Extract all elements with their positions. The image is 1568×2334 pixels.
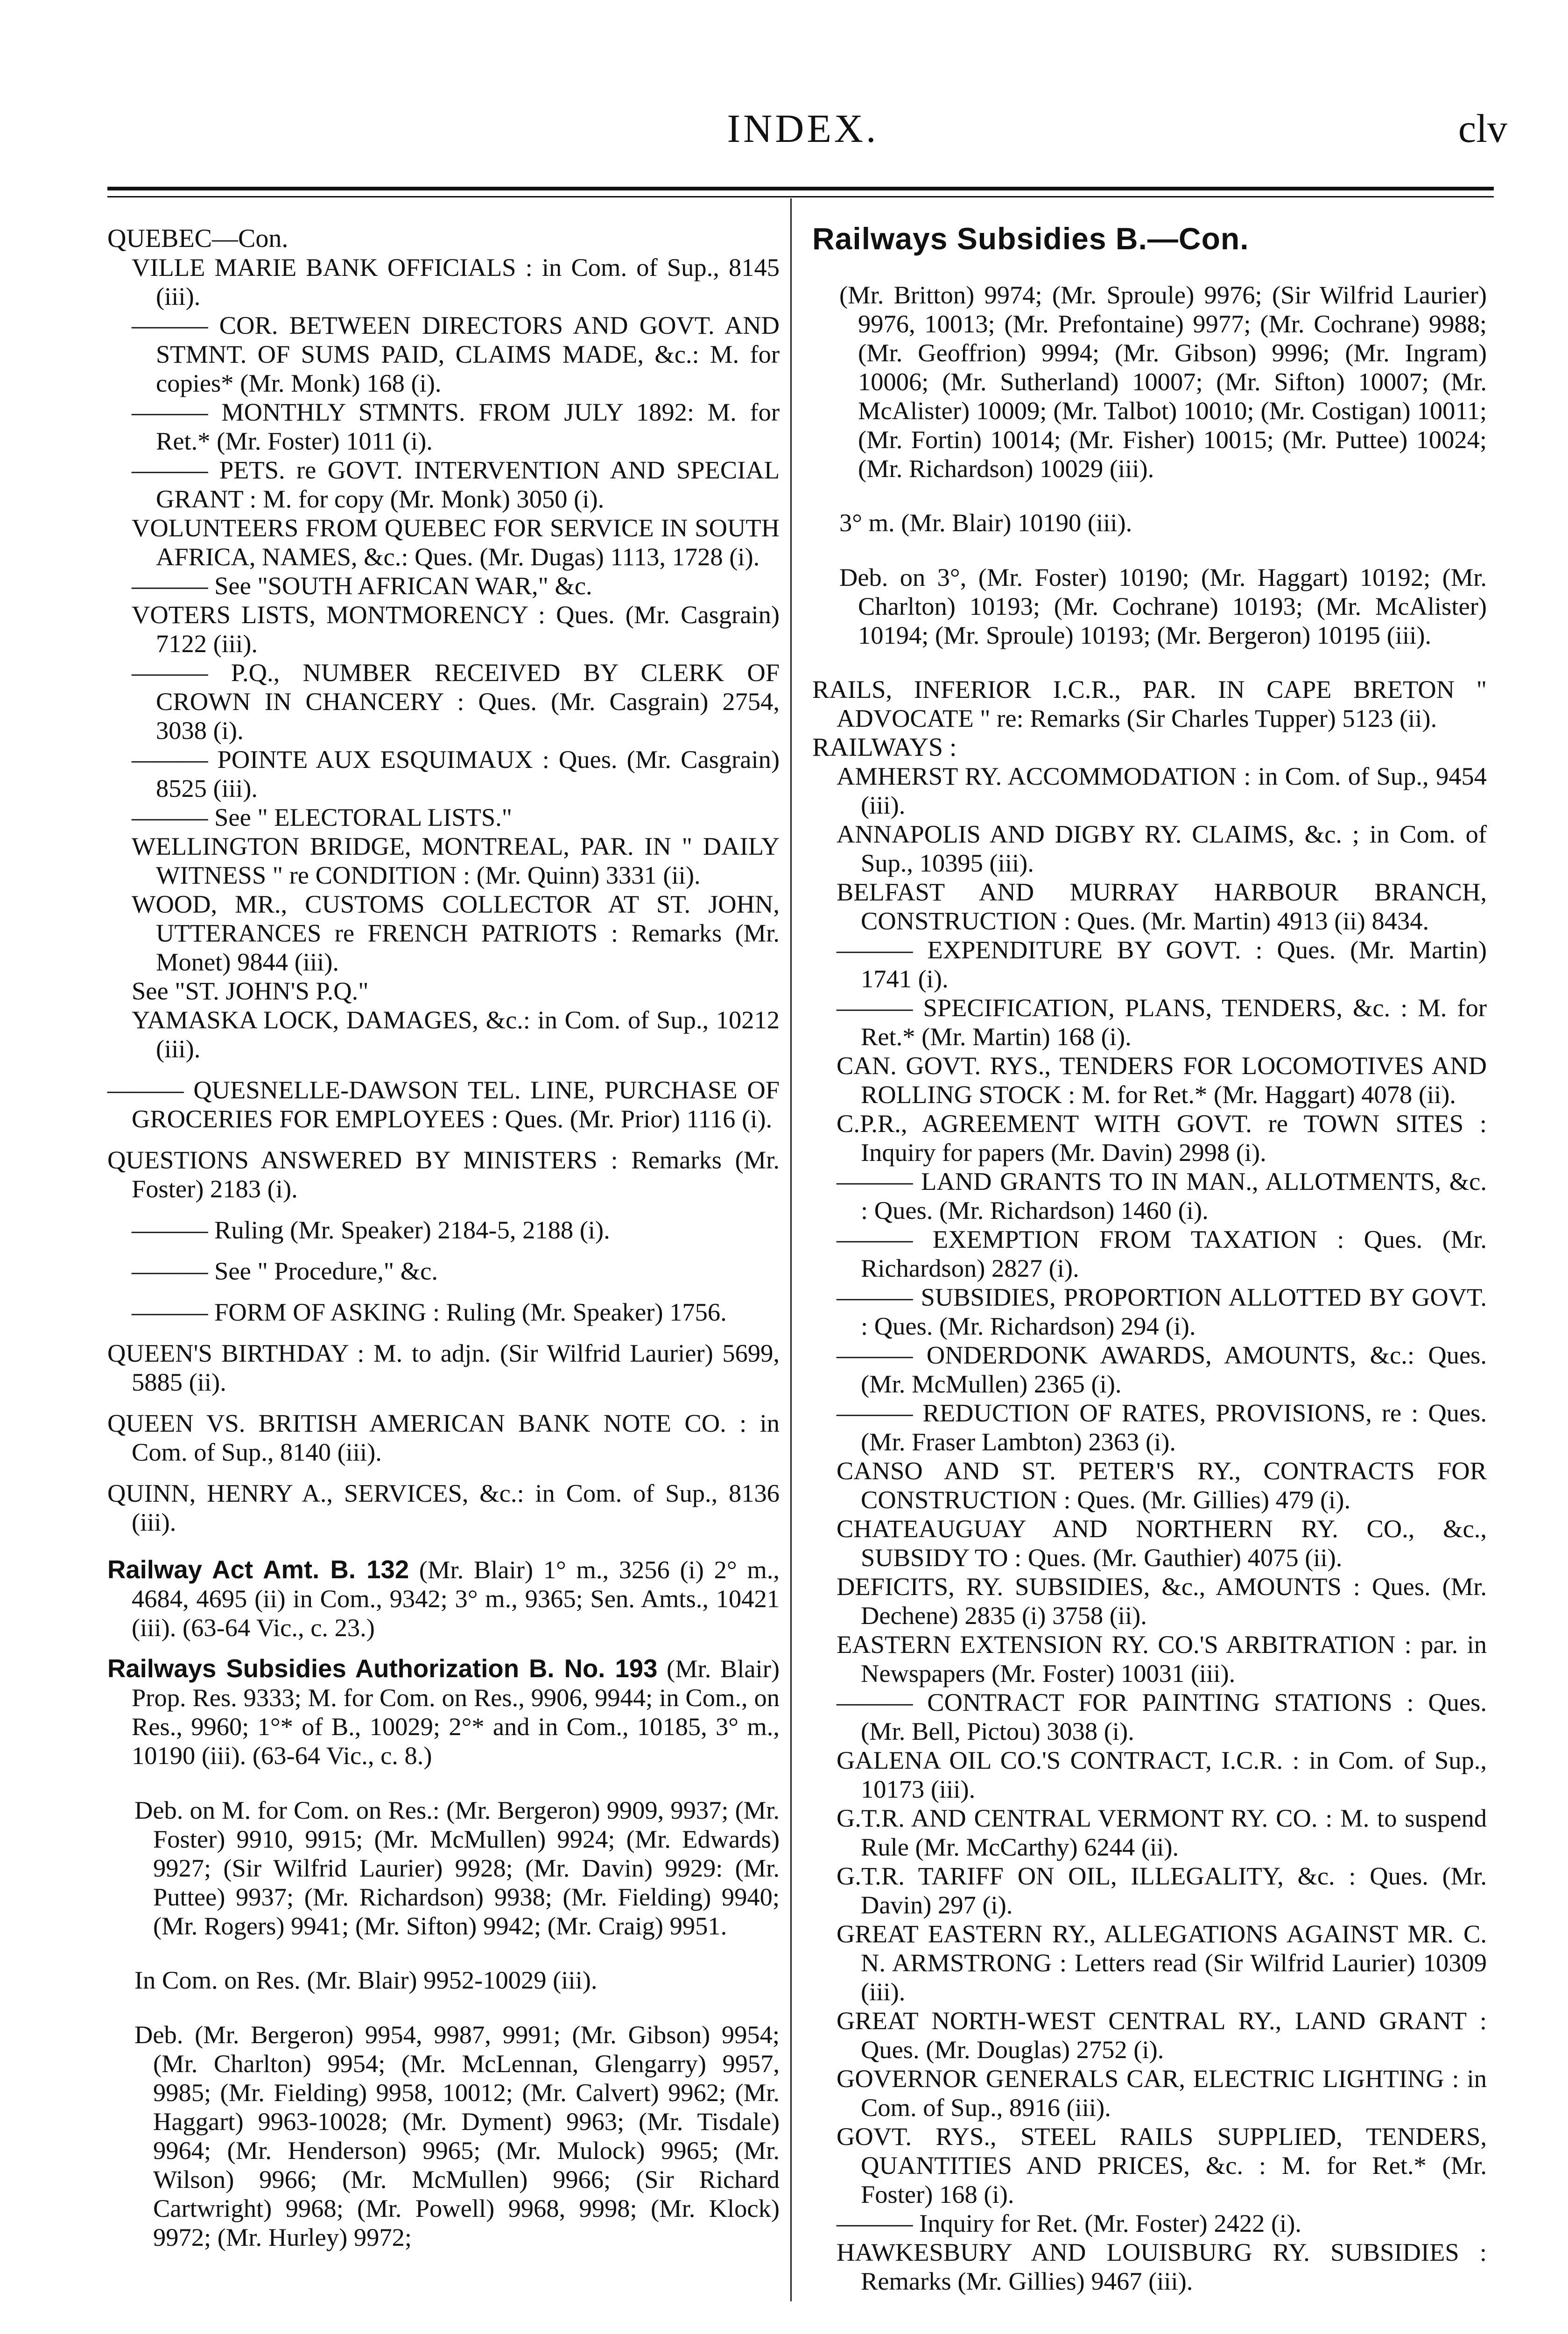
index-entry: GOVT. RYS., STEEL RAILS SUPPLIED, TENDERS, QUANTITIES AND PRICES, &c. : M. for Ret.* (Mr. Foster) 168 (i).	[837, 2122, 1487, 2208]
index-entry: BELFAST AND MURRAY HARBOUR BRANCH, CONSTRUCTION : Ques. (Mr. Martin) 4913 (ii) 8434.	[837, 878, 1487, 935]
index-entry: CAN. GOVT. RYS., TENDERS FOR LOCOMOTIVES AND ROLLING STOCK : M. for Ret.* (Mr. Haggart) 4078 (ii).	[837, 1051, 1487, 1109]
debate-entry: (Mr. Britton) 9974; (Mr. Sproule) 9976; (Sir Wilfrid Laurier) 9976, 10013; (Mr. Prefontaine) 9977; (Mr. Cochrane) 9988; (Mr. Geoffrion) 9994; (Mr. Gibson) 9996; (Mr. Ingram) 10006; (Mr. Sutherland) 10007; (Mr. Sifton) 10007; (Mr. McAlister) 10009; (Mr. Talbot) 10010; (Mr. Costigan) 10011; (Mr. Fortin) 10014; (Mr. Fisher) 10015; (Mr. Puttee) 10024; (Mr. Richardson) 10029 (iii).	[839, 280, 1487, 483]
running-title: INDEX.	[727, 106, 879, 151]
index-entry: G.T.R. AND CENTRAL VERMONT RY. CO. : M. to suspend Rule (Mr. McCarthy) 6244 (ii).	[837, 1804, 1487, 1861]
index-entry: ——— CONTRACT FOR PAINTING STATIONS : Ques. (Mr. Bell, Pictou) 3038 (i).	[837, 1688, 1487, 1745]
header-rule-thick	[107, 187, 1494, 190]
index-entry: ——— QUESNELLE-DAWSON TEL. LINE, PURCHASE OF GROCERIES FOR EMPLOYEES : Ques. (Mr. Prior) 1116 (i).	[107, 1076, 780, 1133]
index-entry: ANNAPOLIS AND DIGBY RY. CLAIMS, &c. ; in Com. of Sup., 10395 (iii).	[837, 820, 1487, 877]
index-entry: ——— LAND GRANTS TO IN MAN., ALLOTMENTS, &c. : Ques. (Mr. Richardson) 1460 (i).	[837, 1167, 1487, 1224]
index-entry: ——— REDUCTION OF RATES, PROVISIONS, re : Ques. (Mr. Fraser Lambton) 2363 (i).	[837, 1399, 1487, 1456]
debate-entry: Deb. (Mr. Bergeron) 9954, 9987, 9991; (Mr. Gibson) 9954; (Mr. Charlton) 9954; (Mr. McLennan, Glengarry) 9957, 9985; (Mr. Fielding) 9958, 10012; (Mr. Calvert) 9962; (Mr. Haggart) 9963-10028; (Mr. Dyment) 9963; (Mr. Tisdale) 9964; (Mr. Henderson) 9965; (Mr. Mulock) 9965; (Mr. Wilson) 9966; (Mr. McMullen) 9966; (Sir Richard Cartwright) 9968; (Mr. Powell) 9968, 9998; (Mr. Klock) 9972; (Mr. Hurley) 9972;	[134, 2020, 780, 2251]
index-entry: ——— EXEMPTION FROM TAXATION : Ques. (Mr. Richardson) 2827 (i).	[837, 1225, 1487, 1282]
index-entry: EASTERN EXTENSION RY. CO.'S ARBITRATION : par. in Newspapers (Mr. Foster) 10031 (iii).	[837, 1630, 1487, 1687]
index-entry: ——— See "SOUTH AFRICAN WAR," &c.	[132, 571, 592, 600]
index-entry: WOOD, MR., CUSTOMS COLLECTOR AT ST. JOHN, UTTERANCES re FRENCH PATRIOTS : Remarks (Mr. Monet) 9844 (iii).	[132, 890, 780, 976]
index-entry: GREAT NORTH-WEST CENTRAL RY., LAND GRANT : Ques. (Mr. Douglas) 2752 (i).	[837, 2006, 1487, 2064]
index-entry: ——— Ruling (Mr. Speaker) 2184-5, 2188 (i).	[132, 1216, 610, 1244]
index-entry: ——— See " ELECTORAL LISTS."	[132, 803, 513, 831]
index-entry: ——— SUBSIDIES, PROPORTION ALLOTTED BY GOVT. : Ques. (Mr. Richardson) 294 (i).	[837, 1283, 1487, 1340]
index-entry: ——— SPECIFICATION, PLANS, TENDERS, &c. : M. for Ret.* (Mr. Martin) 168 (i).	[837, 993, 1487, 1051]
index-entry: GOVERNOR GENERALS CAR, ELECTRIC LIGHTING : in Com. of Sup., 8916 (iii).	[837, 2064, 1487, 2122]
index-entry: VILLE MARIE BANK OFFICIALS : in Com. of Sup., 8145 (iii).	[132, 253, 780, 310]
index-entry: DEFICITS, RY. SUBSIDIES, &c., AMOUNTS : Ques. (Mr. Dechene) 2835 (i) 3758 (ii).	[837, 1572, 1487, 1630]
index-entry: ——— FORM OF ASKING : Ruling (Mr. Speaker) 1756.	[132, 1298, 727, 1326]
right-column	[812, 221, 1487, 2296]
debate-entry: Deb. on 3°, (Mr. Foster) 10190; (Mr. Haggart) 10192; (Mr. Charlton) 10193; (Mr. Cochrane) 10193; (Mr. McAlister) 10194; (Mr. Sproule) 10193; (Mr. Bergeron) 10195 (iii).	[839, 562, 1487, 649]
index-entry: YAMASKA LOCK, DAMAGES, &c.: in Com. of Sup., 10212 (iii).	[132, 1005, 780, 1063]
railway-act-title: Railway Act Amt. B. 132	[107, 1555, 409, 1584]
subsidies-authorization-entry	[107, 1654, 780, 1770]
index-entry: CANSO AND ST. PETER'S RY., CONTRACTS FOR CONSTRUCTION : Ques. (Mr. Gillies) 479 (i).	[837, 1456, 1487, 1514]
index-entry: ——— See " Procedure," &c.	[132, 1257, 438, 1285]
subsidies-authorization-text: (Mr. Blair) Prop. Res. 9333; M. for Com. on Res., 9906, 9944; in Com., on Res., 9960; 1°* of B., 10029; 2°* and in Com., 10185, 3° m., 10190 (iii). (63-64 Vic., c. 8.)	[132, 1654, 780, 1770]
index-entry: VOLUNTEERS FROM QUEBEC FOR SERVICE IN SOUTH AFRICA, NAMES, &c.: Ques. (Mr. Dugas) 1113, 1728 (i).	[132, 513, 780, 571]
debate-entry: Deb. on M. for Com. on Res.: (Mr. Bergeron) 9909, 9937; (Mr. Foster) 9910, 9915; (Mr. McMullen) 9924; (Mr. Edwards) 9927; (Sir Wilfrid Laurier) 9928; (Mr. Davin) 9929: (Mr. Puttee) 9937; (Mr. Richardson) 9938; (Mr. Fielding) 9940; (Mr. Rogers) 9941; (Mr. Sifton) 9942; (Mr. Craig) 9951.	[134, 1795, 780, 1940]
page-header	[0, 105, 1568, 170]
index-entry: ——— ONDERDONK AWARDS, AMOUNTS, &c.: Ques. (Mr. McMullen) 2365 (i).	[837, 1341, 1487, 1398]
index-entry: See "ST. JOHN'S P.Q."	[132, 977, 369, 1005]
index-entry: ——— EXPENDITURE BY GOVT. : Ques. (Mr. Martin) 1741 (i).	[837, 935, 1487, 993]
left-column	[107, 224, 780, 2277]
index-entry: VOTERS LISTS, MONTMORENCY : Ques. (Mr. Casgrain) 7122 (iii).	[132, 600, 780, 658]
index-entry: C.P.R., AGREEMENT WITH GOVT. re TOWN SITES : Inquiry for papers (Mr. Davin) 2998 (i).	[837, 1109, 1487, 1167]
index-entry: ——— POINTE AUX ESQUIMAUX : Ques. (Mr. Casgrain) 8525 (iii).	[132, 745, 780, 802]
index-entry: ——— Inquiry for Ret. (Mr. Foster) 2422 (i).	[837, 2209, 1302, 2237]
index-entry: QUINN, HENRY A., SERVICES, &c.: in Com. of Sup., 8136 (iii).	[107, 1479, 780, 1536]
index-entry: GALENA OIL CO.'S CONTRACT, I.C.R. : in Com. of Sup., 10173 (iii).	[837, 1746, 1487, 1803]
rails-entry: RAILS, INFERIOR I.C.R., PAR. IN CAPE BRETON " ADVOCATE " re: Remarks (Sir Charles Tupper) 5123 (ii).	[812, 675, 1487, 732]
index-entry: ——— COR. BETWEEN DIRECTORS AND GOVT. AND STMNT. OF SUMS PAID, CLAIMS MADE, &c.: M. for copies* (Mr. Monk) 168 (i).	[132, 311, 780, 397]
railways-heading: RAILWAYS :	[812, 733, 957, 762]
index-entry: QUESTIONS ANSWERED BY MINISTERS : Remarks (Mr. Foster) 2183 (i).	[107, 1146, 780, 1203]
index-entry: HAWKESBURY AND LOUISBURG RY. SUBSIDIES : Remarks (Mr. Gillies) 9467 (iii).	[837, 2238, 1487, 2295]
index-heading-quebec: QUEBEC—Con.	[107, 224, 288, 253]
index-entry: ——— P.Q., NUMBER RECEIVED BY CLERK OF CROWN IN CHANCERY : Ques. (Mr. Casgrain) 2754, 3038 (i).	[132, 658, 780, 745]
index-entry: ——— PETS. re GOVT. INTERVENTION AND SPECIAL GRANT : M. for copy (Mr. Monk) 3050 (i).	[132, 456, 780, 513]
debate-entry: 3° m. (Mr. Blair) 10190 (iii).	[839, 508, 1132, 537]
index-entry: QUEEN VS. BRITISH AMERICAN BANK NOTE CO. : in Com. of Sup., 8140 (iii).	[107, 1409, 780, 1466]
railway-act-entry	[107, 1555, 780, 1642]
subsidies-authorization-title: Railways Subsidies Authorization B. No. 193	[107, 1654, 658, 1683]
index-entry: GREAT EASTERN RY., ALLEGATIONS AGAINST MR. C. N. ARMSTRONG : Letters read (Sir Wilfrid Laurier) 10309 (iii).	[837, 1919, 1487, 2006]
page-number: clv	[1458, 106, 1507, 151]
debate-entry: In Com. on Res. (Mr. Blair) 9952-10029 (iii).	[134, 1966, 598, 1994]
railway-act-text: (Mr. Blair) 1° m., 3256 (i) 2° m., 4684, 4695 (ii) in Com., 9342; 3° m., 9365; Sen. Amts., 10421 (iii). (63-64 Vic., c. 23.)	[132, 1555, 780, 1642]
index-entry: CHATEAUGUAY AND NORTHERN RY. CO., &c., SUBSIDY TO : Ques. (Mr. Gauthier) 4075 (ii).	[837, 1514, 1487, 1572]
header-rule-thin	[107, 196, 1494, 197]
index-entry: WELLINGTON BRIDGE, MONTREAL, PAR. IN " DAILY WITNESS " re CONDITION : (Mr. Quinn) 3331 (ii).	[132, 832, 780, 889]
index-entry: QUEEN'S BIRTHDAY : M. to adjn. (Sir Wilfrid Laurier) 5699, 5885 (ii).	[107, 1339, 780, 1396]
continued-heading: Railways Subsidies B.—Con.	[812, 221, 1249, 256]
index-entry: G.T.R. TARIFF ON OIL, ILLEGALITY, &c. : Ques. (Mr. Davin) 297 (i).	[837, 1862, 1487, 1919]
index-entry: ——— MONTHLY STMNTS. FROM JULY 1892: M. for Ret.* (Mr. Foster) 1011 (i).	[132, 398, 780, 455]
column-divider	[790, 198, 792, 2301]
index-entry: AMHERST RY. ACCOMMODATION : in Com. of Sup., 9454 (iii).	[837, 762, 1487, 819]
